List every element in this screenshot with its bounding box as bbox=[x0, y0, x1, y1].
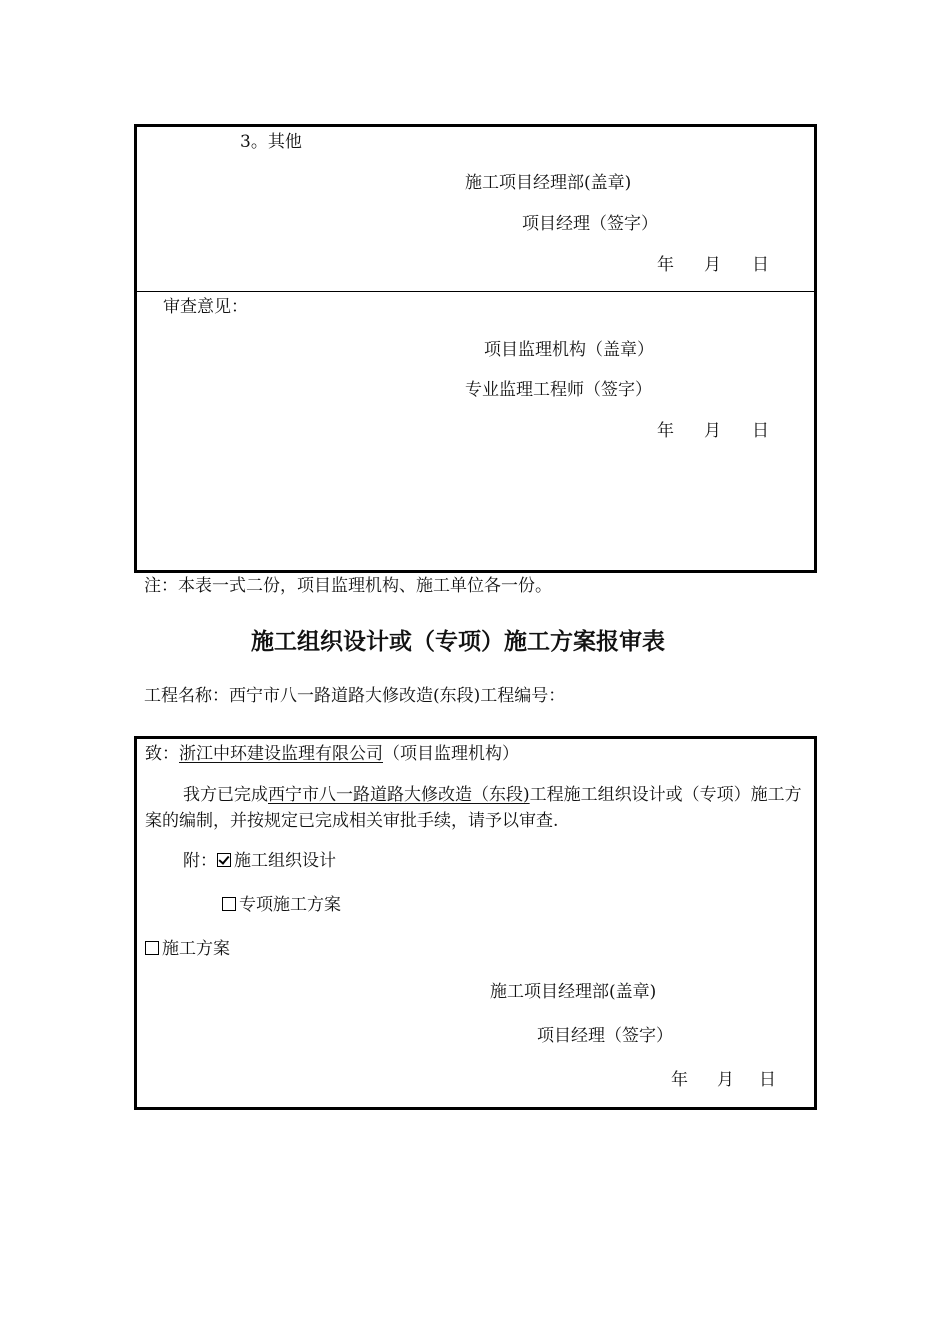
date-month: 月 bbox=[717, 1070, 734, 1090]
project-name-line: 工程名称：西宁市八一路道路大修改造(东段)工程编号： bbox=[144, 686, 566, 706]
checkbox-empty-icon[interactable] bbox=[145, 941, 159, 955]
supervision-engineer-sign: 专业监理工程师（签字） bbox=[465, 380, 652, 400]
attachment-label: 附： bbox=[183, 851, 217, 871]
checkbox-checked-icon[interactable] bbox=[217, 853, 231, 867]
review-date-day: 日 bbox=[752, 421, 769, 441]
table-note: 注：本表一式二份，项目监理机构、施工单位各一份。 bbox=[144, 576, 552, 596]
addressee-prefix: 致： bbox=[145, 744, 179, 764]
item-3-other: 3。其他 bbox=[240, 132, 302, 152]
review-opinion-label: 审查意见： bbox=[163, 297, 248, 317]
addressee-suffix: （项目监理机构） bbox=[383, 744, 519, 764]
date-month: 月 bbox=[704, 255, 721, 275]
option-special-construction-plan: 专项施工方案 bbox=[239, 895, 341, 915]
project-manager-sign: 项目经理（签字） bbox=[522, 214, 658, 234]
statement-project-name: 西宁市八一路道路大修改造（东段) bbox=[268, 785, 530, 805]
statement-rest: 工程施工组织设计或（专项）施工方案的编制，并按规定已完成相关审批手续，请予以审查. bbox=[145, 785, 802, 831]
date-year: 年 bbox=[657, 255, 674, 275]
supervision-org-stamp: 项目监理机构（盖章） bbox=[484, 340, 654, 360]
form-title: 施工组织设计或（专项）施工方案报审表 bbox=[251, 629, 665, 655]
addressee-line bbox=[145, 744, 519, 764]
review-date-year: 年 bbox=[657, 421, 674, 441]
option-construction-plan: 施工方案 bbox=[162, 939, 230, 959]
review-date-month: 月 bbox=[704, 421, 721, 441]
section-divider bbox=[137, 291, 814, 292]
submission-form-box bbox=[134, 736, 817, 1110]
previous-form-box bbox=[134, 124, 817, 573]
addressee-company: 浙江中环建设监理有限公司 bbox=[179, 744, 383, 764]
submission-statement bbox=[145, 782, 805, 834]
attachment-option-3 bbox=[145, 939, 230, 959]
date-day: 日 bbox=[759, 1070, 776, 1090]
date-year: 年 bbox=[671, 1070, 688, 1090]
construction-dept-stamp: 施工项目经理部(盖章) bbox=[465, 173, 632, 193]
option-construction-org-design: 施工组织设计 bbox=[234, 851, 336, 871]
project-manager-sign: 项目经理（签字） bbox=[537, 1026, 673, 1046]
date-day: 日 bbox=[752, 255, 769, 275]
checkbox-empty-icon[interactable] bbox=[222, 897, 236, 911]
construction-dept-stamp: 施工项目经理部(盖章) bbox=[490, 982, 657, 1002]
statement-prefix: 我方已完成 bbox=[183, 785, 268, 805]
attachment-option-2 bbox=[222, 895, 341, 915]
attachment-option-1 bbox=[183, 851, 336, 871]
